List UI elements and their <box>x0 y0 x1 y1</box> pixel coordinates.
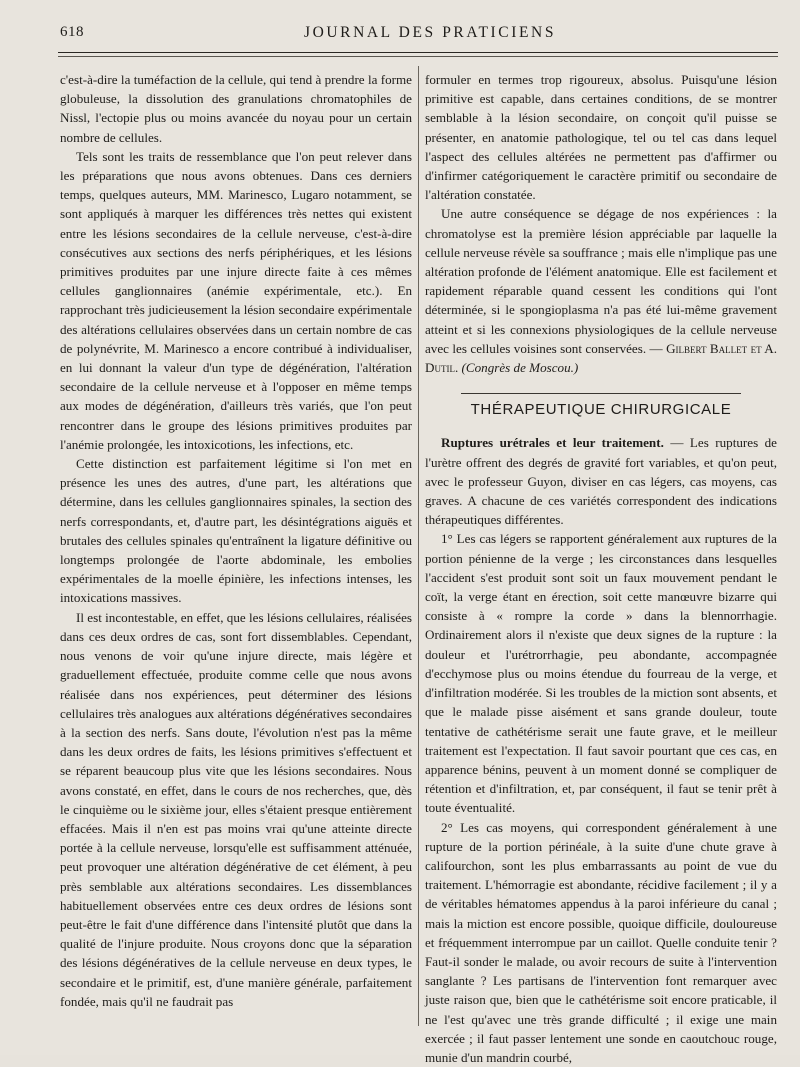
right-paragraph-1: formuler en termes trop rigoureux, absolus. Puisqu'une lésion primitive est capable, dans certaines conditions, de se montrer semblable à la lésion secondaire, on conçoit qu'il puisse se présenter, en anatomie pathologique, tel ou tel cas dans lequel l'aspect des cellules altérées ne permettent pas d'affirmer ou d'infirmer catégoriquement le caractère primitif ou secondaire de l'altération constatée. <box>425 72 777 203</box>
runin-title: Ruptures urétrales et leur traitement. <box>441 435 664 451</box>
page-number: 618 <box>60 24 84 40</box>
section-heading: THÉRAPEUTIQUE CHIRURGICALE <box>461 393 741 419</box>
left-paragraph-2: Tels sont les traits de ressemblance que l'on peut relever dans les préparations que nous avons obtenues. Dans ces derniers temps, quelques auteurs, MM. Marinesco, Lugaro notamment, se sont appliqués à marquer les différences très nettes qui existent entre les lésions secondaires de la cellule nerveuse, c'est-à-dire consécutives aux sections des nerfs périphériques, et les lésions primitives produites par une injure directe faite à ces mêmes cellules ganglionnaires (anémie expérimentale, etc.). En rapprochant très judicieusement la lésion secondaire expérimentale des altérations cellulaires observées dans un certain nombre de cas de polynévrite, M. Marinesco a encore contribué à individualiser, en lui donnant la valeur d'un type de dégénération, l'altération secondaire de la cellule nerveuse et à l'opposer en même temps aux modes de dégénération, d'ailleurs très variés, que l'on peut rencontrer dans le groupe des lésions primitives produites par l'anémie prolongée, les intoxicotions, les infections, etc. <box>60 148 412 452</box>
article-signature: Gilbert Ballet et A. Dutil. <box>425 340 777 376</box>
page-header <box>0 20 800 50</box>
left-column <box>60 70 412 1011</box>
right-paragraph-2 <box>425 204 777 377</box>
column-divider <box>418 66 419 1026</box>
right-column <box>425 70 777 1067</box>
right-paragraph-3 <box>425 433 777 529</box>
left-paragraph-3: Cette distinction est parfaitement légitime si l'on met en présence les unes des autres, d'une part, les altérations que détermine, dans les cellules ganglionnaires spinales, la section des nerfs correspondants, et, d'autre part, les désintégrations aiguës et brutales des cellules spinales qu'entraînent la ligature définitive ou longtemps prolongée de l'aorte abdominale, les embolies expérimentales de la moelle épinière, les infections intenses, les intoxications massives. <box>60 456 412 606</box>
right-paragraph-2-text: Une autre conséquence se dégage de nos expériences : la chromatolyse est la première lésion appréciable par laquelle la cellule nerveuse révèle sa souffrance ; mais elle n'implique pas une altération profonde de l'élément anatomique. Elle est facilement et rapidement réparable quand cessent les conditions qui l'ont déterminée, si le spongioplasma n'a pas été lui-même gravement atteint et si les connexions physiologiques de la cellule nerveuse avec les cellules voisines sont conservées. — <box>425 206 777 356</box>
right-paragraph-3-text: — Les ruptures de l'urètre offrent des degrés de gravité fort variables, et qu'on peut, avec le professeur Guyon, diviser en cas légers, cas moyens, cas graves. A chacune de ces variétés correspondent des indications thérapeutiques différentes. <box>425 435 777 528</box>
header-rule <box>58 52 778 53</box>
right-paragraph-5: 2° Les cas moyens, qui correspondent généralement à une rupture de la portion périnéale, à la suite d'une chute grave à califourchon, sont les plus embarrassants au point de vue du traitement. L'hémorragie est abondante, récidive facilement ; il y a de véritables hématomes appendus à la paroi inférieure du canal ; mais la miction est encore possible, quoique difficile, douloureuse et fréquemment interrompue par un caillot. Quelle conduite tenir ? Faut-il sonder le malade, ou avoir recours de suite à l'intervention sanglante ? Les partisans de l'intervention font remarquer avec juste raison que, bien que le cathétérisme soit encore praticable, il ne l'est qu'avec une très grande difficulté ; il exige une main exercée ; il faut passer lentement une sonde en caoutchouc rouge, munie d'un mandrin courbé, <box>425 819 777 1065</box>
left-paragraph-1: c'est-à-dire la tuméfaction de la cellule, qui tend à prendre la forme globuleuse, la dissolution des granulations chromatophiles de Nissl, l'ectopie plus ou moins avancée du noyau pour un certain nombre de cellules. <box>60 72 412 145</box>
running-title: JOURNAL DES PRATICIENS <box>303 24 557 41</box>
right-paragraph-4: 1° Les cas légers se rapportent généralement aux ruptures de la portion pénienne de la verge ; les circonstances dans lesquelles l'accident s'est produit sont soit un faux mouvement pendant le coït, la verge étant en érection, soit cette manœuvre bizarre qui consiste à « rompre la corde » dans la blennorrhagie. Ordinairement alors il n'existe que deux signes de la rupture : la douleur et l'urétrorrhagie, peu abondante, accompagnée d'ecchymose plus ou moins étendue du fourreau de la verge, et d'infiltration modérée. Si les troubles de la miction sont absents, et que le malade pisse aisément et sans grande douleur, toute tentative de cathétérisme serait une faute grave, et le meilleur traitement est l'expectation. Il faut savoir pourtant que ces cas, en apparence bénins, peuvent à un moment donné se compliquer de rétention et d'infiltration, et, par conséquent, il faut se tenir prêt à toute éventualité. <box>425 531 777 816</box>
header-rule-thin <box>58 56 778 57</box>
article-source: (Congrès de Moscou.) <box>461 360 579 376</box>
left-paragraph-4: Il est incontestable, en effet, que les lésions cellulaires, réalisées dans ces deux ordres de cas, sont fort dissemblables. Cependant, nous venons de voir qu'une injure directe, mais légère et graduellement effectuée, produite comme celle que nous avons réalisée dans nos expériences, peut déterminer des lésions cellulaires très analogues aux altérations dégénératives secondaires à la section des nerfs. Sans doute, l'évolution n'est pas la même dans les deux ordres de faits, les lésions primitives s'effectuent et se réparent beaucoup plus vite que les lésions secondaires. Nous avons constaté, en effet, dans le cours de nos recherches, que, dès le cinquième ou le sixième jour, elles s'étaient presque entièrement effacées. Mais il n'en est pas moins vrai qu'une atteinte directe portée à la cellule nerveuse, lorsqu'elle est suffisamment atténuée, peut provoquer une altération dégénérative de cet élément, à peu près semblable aux altérations secondaires. Les dissemblances habituellement observées entre ces deux ordres de lésions sont peut-être le fait d'une différence dans l'intensité plutôt que dans la qualité de l'injure produite. Nous croyons donc que la séparation des lésions dégénératives de la cellule nerveuse en deux types, le secondaire et le primitif, est, d'une manière générale, parfaitement fondée, mais qu'il ne faudrait pas <box>60 609 412 1009</box>
